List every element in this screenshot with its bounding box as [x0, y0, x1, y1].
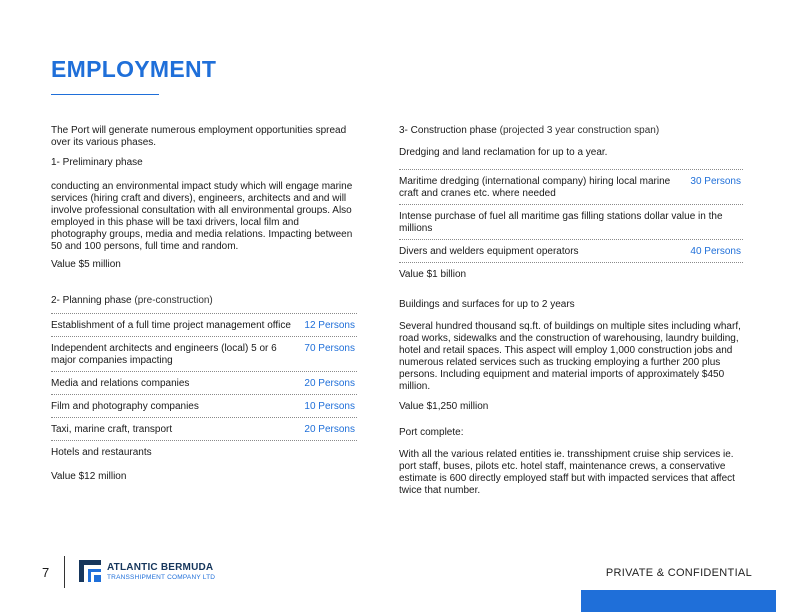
footer-accent-block — [581, 590, 776, 612]
table-row — [51, 371, 357, 394]
row-count: 70 Persons — [304, 343, 355, 354]
row-count: 10 Persons — [304, 401, 355, 412]
table-row — [399, 169, 743, 204]
row-count: 20 Persons — [304, 378, 355, 389]
phase3-intro: Dredging and land reclamation for up to a year. — [399, 147, 608, 158]
row-description: Intense purchase of fuel all maritime gas filling stations dollar value in the millions — [399, 211, 723, 234]
row-description: Media and relations companies — [51, 378, 190, 389]
table-bottom-rule — [399, 262, 743, 263]
company-logo-icon — [79, 560, 101, 582]
table-row — [51, 394, 357, 417]
right-column — [399, 125, 743, 497]
phase1-value: Value $5 million — [51, 259, 121, 270]
confidential-label: PRIVATE & CONFIDENTIAL — [605, 567, 752, 579]
row-description: Establishment of a full time project management office — [51, 320, 291, 331]
table-row — [51, 417, 357, 440]
phase2-heading-label: 2- Planning phase — [51, 295, 132, 306]
table-row — [399, 204, 743, 239]
phase1-heading: 1- Preliminary phase — [51, 157, 143, 168]
row-description: Hotels and restaurants — [51, 447, 152, 458]
row-count: 40 Persons — [690, 246, 741, 257]
phase2-value: Value $12 million — [51, 471, 127, 482]
phase3-value: Value $1 billion — [399, 269, 467, 280]
phase1-text: conducting an environmental impact study which will engage marine services (hiring craft and divers), engineers, architects and and will involve professional consultation with all environmental groups. Also employed in this phase will be taxi drivers, local film and photography groups, media and media relations. Impacting between 50 and 100 persons, full time and random. — [51, 181, 353, 252]
table-row — [51, 440, 357, 463]
complete-text: With all the various related entities ie. transshipment cruise ship services ie. port staff, buses, pilots etc. hotel staff, maintenance crews, a conservative estimate is 600 directly employed staff but with impacted services that affect twice that number. — [399, 449, 735, 496]
buildings-value: Value $1,250 million — [399, 401, 489, 412]
page-number: 7 — [42, 565, 50, 580]
row-description: Taxi, marine craft, transport — [51, 424, 173, 435]
phase3-heading-note: (projected 3 year construction span) — [499, 125, 660, 136]
page-title: EMPLOYMENT — [51, 56, 217, 82]
phase2-heading-note: (pre-construction) — [134, 295, 213, 306]
table-row — [399, 239, 743, 262]
buildings-heading: Buildings and surfaces for up to 2 years — [399, 299, 575, 310]
phase3-heading — [399, 125, 743, 137]
table-row — [51, 336, 357, 371]
buildings-text: Several hundred thousand sq.ft. of buildings on multiple sites including wharf, road works, sidewalks and the construction of warehousing, laundry building, hotel and retail spaces. This aspect will employ 1,000 construction jobs and numerous related services such as trucking employing a further 200 plus persons. Including equipment and material imports of approximately $450 million. — [399, 321, 741, 392]
table-row — [51, 313, 357, 336]
phase3-heading-label: 3- Construction phase — [399, 125, 497, 136]
phase2-heading — [51, 295, 357, 307]
phase2-table — [51, 313, 357, 463]
row-count: 12 Persons — [304, 320, 355, 331]
footer-divider — [64, 556, 65, 588]
row-count: 30 Persons — [690, 176, 741, 187]
company-subtitle: TRANSSHIPMENT COMPANY LTD — [107, 574, 216, 581]
row-count: 20 Persons — [304, 424, 355, 435]
row-description: Divers and welders equipment operators — [399, 246, 579, 257]
row-description: Independent architects and engineers (local) 5 or 6 major companies impacting — [51, 343, 277, 366]
row-description: Film and photography companies — [51, 401, 199, 412]
row-description: Maritime dredging (international company) hiring local marine craft and cranes etc. where needed — [399, 176, 671, 199]
title-underline — [51, 94, 159, 95]
left-column — [51, 125, 357, 483]
intro-text: The Port will generate numerous employment opportunities spread over its various phases. — [51, 125, 347, 148]
company-name: ATLANTIC BERMUDA — [107, 562, 214, 573]
phase3-table — [399, 169, 743, 263]
complete-heading: Port complete: — [399, 427, 464, 438]
